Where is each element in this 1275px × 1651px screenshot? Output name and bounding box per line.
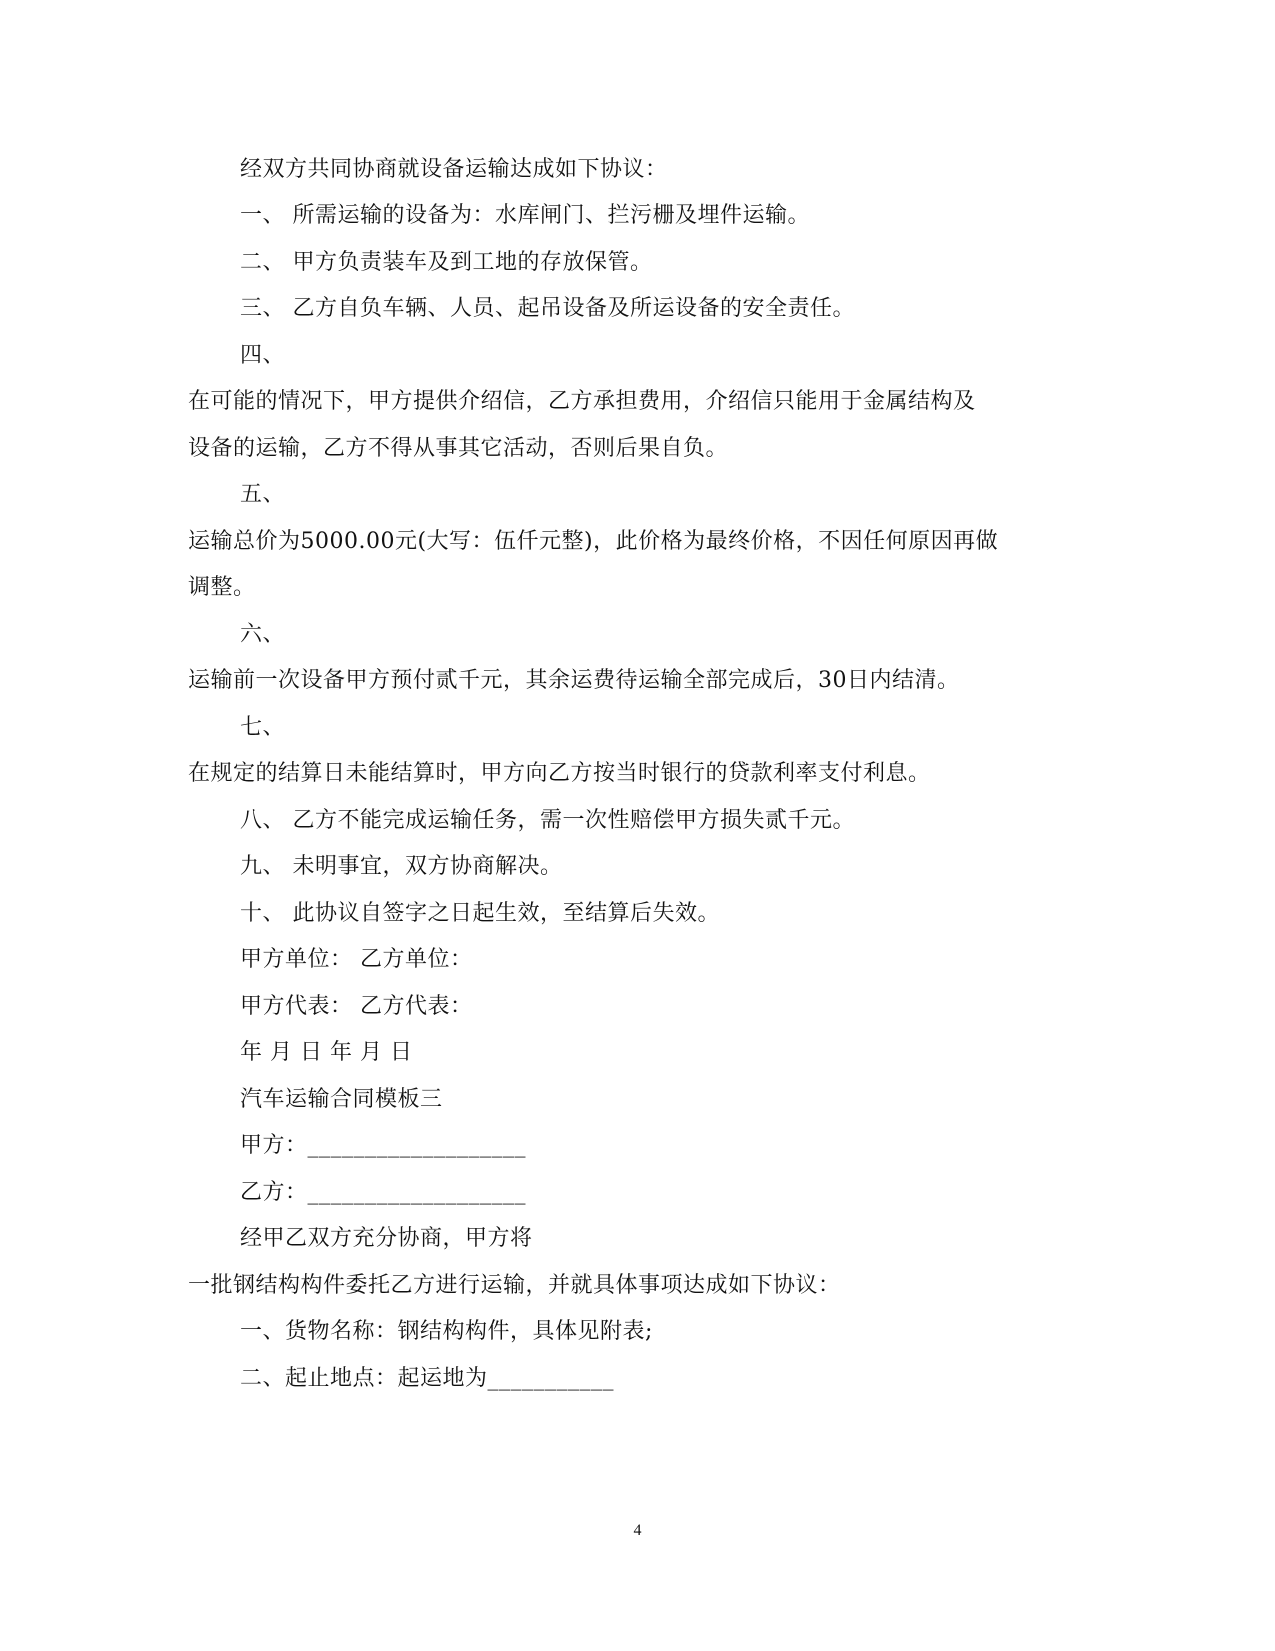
signature-dates: 年 月 日 年 月 日 bbox=[240, 1040, 413, 1065]
clause-6-number: 六、 bbox=[240, 622, 286, 647]
intro-text-cont: 一批钢结构构件委托乙方进行运输，并就具体事项达成如下协议： bbox=[188, 1273, 841, 1298]
clause-10: 十、 此协议自签字之日起生效，至结算后失效。 bbox=[240, 901, 720, 926]
clause-5-number: 五、 bbox=[240, 482, 286, 507]
section-title: 汽车运输合同模板三 bbox=[240, 1087, 443, 1112]
item-goods-name: 一、货物名称：钢结构构件，具体见附表; bbox=[240, 1319, 653, 1344]
clause-7-number: 七、 bbox=[240, 715, 286, 740]
intro-text: 经甲乙双方充分协商，甲方将 bbox=[240, 1226, 533, 1251]
clause-4-text: 在可能的情况下，甲方提供介绍信，乙方承担费用，介绍信只能用于金属结构及 bbox=[188, 389, 976, 414]
clause-7-text: 在规定的结算日未能结算时，甲方向乙方按当时银行的贷款利率支付利息。 bbox=[188, 761, 931, 786]
item-locations: 二、起止地点：起运地为___________ bbox=[240, 1366, 615, 1391]
clause-3: 三、 乙方自负车辆、人员、起吊设备及所运设备的安全责任。 bbox=[240, 296, 855, 321]
signature-units: 甲方单位： 乙方单位： bbox=[240, 947, 473, 972]
signature-representatives: 甲方代表： 乙方代表： bbox=[240, 994, 473, 1019]
clause-1: 一、 所需运输的设备为：水库闸门、拦污栅及埋件运输。 bbox=[240, 203, 810, 228]
party-a-field: 甲方：___________________ bbox=[240, 1133, 527, 1158]
clause-4-number: 四、 bbox=[240, 343, 286, 368]
clause-2: 二、 甲方负责装车及到工地的存放保管。 bbox=[240, 250, 653, 275]
clause-5-text-cont: 调整。 bbox=[188, 575, 256, 600]
clause-8: 八、 乙方不能完成运输任务，需一次性赔偿甲方损失贰千元。 bbox=[240, 808, 855, 833]
page-number: 4 bbox=[633, 1522, 642, 1539]
party-b-field: 乙方：___________________ bbox=[240, 1180, 527, 1205]
clause-4-text-cont: 设备的运输，乙方不得从事其它活动，否则后果自负。 bbox=[188, 436, 729, 461]
clause-9: 九、 未明事宜，双方协商解决。 bbox=[240, 854, 563, 879]
text-line: 经双方共同协商就设备运输达成如下协议： bbox=[240, 157, 668, 182]
clause-6-text: 运输前一次设备甲方预付贰千元，其余运费待运输全部完成后，30日内结清。 bbox=[188, 668, 960, 693]
clause-5-text: 运输总价为5000.00元(大写：伍仟元整)，此价格为最终价格，不因任何原因再做 bbox=[188, 529, 999, 554]
